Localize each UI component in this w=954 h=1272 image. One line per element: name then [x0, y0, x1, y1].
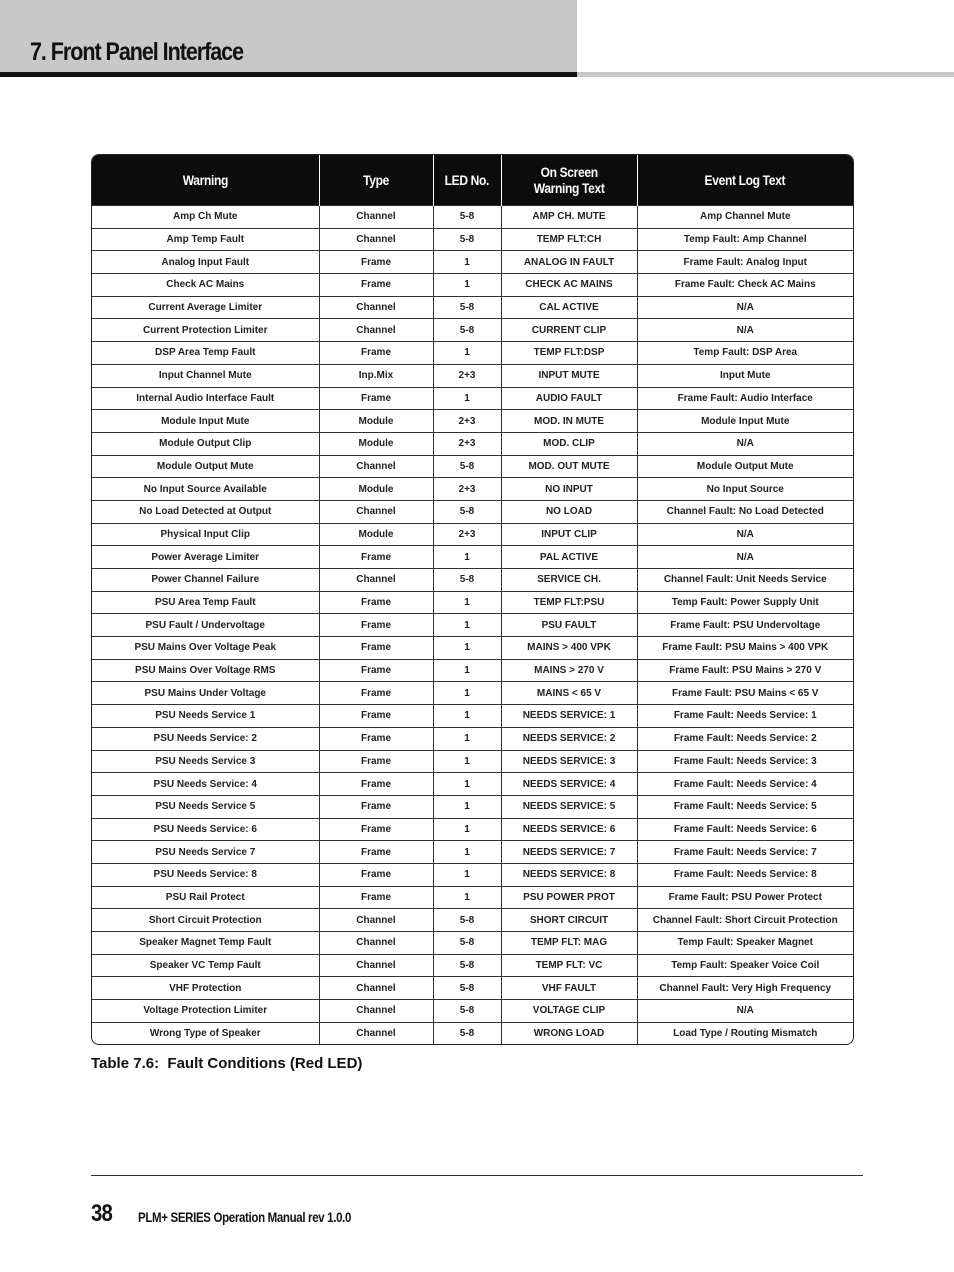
table-cell: Frame Fault: PSU Undervoltage: [637, 614, 853, 637]
table-cell: 1: [433, 727, 501, 750]
table-cell: 5-8: [433, 977, 501, 1000]
table-cell: Temp Fault: Power Supply Unit: [637, 591, 853, 614]
table-cell: Frame: [319, 342, 433, 365]
table-row: [92, 954, 853, 977]
column-header: Event Log Text: [637, 155, 853, 206]
table-cell: 5-8: [433, 1022, 501, 1044]
table-cell: PSU Fault / Undervoltage: [92, 614, 319, 637]
table-cell: 1: [433, 682, 501, 705]
table-cell: 2+3: [433, 410, 501, 433]
table-cell: Temp Fault: DSP Area: [637, 342, 853, 365]
table-row: [92, 886, 853, 909]
table-cell: Frame: [319, 727, 433, 750]
table-cell: Channel: [319, 206, 433, 229]
table-cell: Frame: [319, 841, 433, 864]
table-cell: Frame: [319, 682, 433, 705]
table-cell: 2+3: [433, 478, 501, 501]
table-row: [92, 659, 853, 682]
table-cell: Frame Fault: PSU Power Protect: [637, 886, 853, 909]
table-cell: 5-8: [433, 909, 501, 932]
table-cell: PSU Needs Service 1: [92, 705, 319, 728]
table-cell: 2+3: [433, 523, 501, 546]
table-cell: MOD. IN MUTE: [501, 410, 637, 433]
table-cell: Input Channel Mute: [92, 364, 319, 387]
table-cell: 5-8: [433, 206, 501, 229]
table-cell: Channel Fault: No Load Detected: [637, 500, 853, 523]
table-cell: Frame Fault: Check AC Mains: [637, 274, 853, 297]
column-header: LED No.: [433, 155, 501, 206]
table-cell: Module Output Clip: [92, 432, 319, 455]
table-row: [92, 727, 853, 750]
table-cell: PSU Needs Service: 8: [92, 863, 319, 886]
table-cell: PSU POWER PROT: [501, 886, 637, 909]
table-row: [92, 274, 853, 297]
table-cell: Analog Input Fault: [92, 251, 319, 274]
table-cell: 1: [433, 591, 501, 614]
table-cell: PSU Rail Protect: [92, 886, 319, 909]
table-row: [92, 387, 853, 410]
table-cell: Frame: [319, 705, 433, 728]
table-cell: Frame: [319, 546, 433, 569]
table-cell: Module Output Mute: [637, 455, 853, 478]
table-cell: CHECK AC MAINS: [501, 274, 637, 297]
table-row: [92, 637, 853, 660]
table-cell: TEMP FLT: VC: [501, 954, 637, 977]
table-cell: 5-8: [433, 500, 501, 523]
table-cell: 1: [433, 841, 501, 864]
table-cell: Amp Temp Fault: [92, 228, 319, 251]
table-cell: Frame: [319, 659, 433, 682]
table-cell: Channel: [319, 455, 433, 478]
table-cell: CURRENT CLIP: [501, 319, 637, 342]
table-cell: N/A: [637, 546, 853, 569]
table-cell: Frame Fault: Needs Service: 7: [637, 841, 853, 864]
table-cell: INPUT CLIP: [501, 523, 637, 546]
table-cell: Channel: [319, 909, 433, 932]
table-cell: PSU Mains Over Voltage Peak: [92, 637, 319, 660]
table-cell: NO INPUT: [501, 478, 637, 501]
table-cell: TEMP FLT:DSP: [501, 342, 637, 365]
manual-title: PLM+ SERIES Operation Manual rev 1.0.0: [138, 1209, 352, 1225]
table-cell: PSU Mains Under Voltage: [92, 682, 319, 705]
table-row: [92, 455, 853, 478]
table-cell: Frame: [319, 274, 433, 297]
table-cell: MOD. OUT MUTE: [501, 455, 637, 478]
table-cell: PSU Needs Service: 4: [92, 773, 319, 796]
table-cell: NEEDS SERVICE: 5: [501, 795, 637, 818]
table-cell: Module: [319, 523, 433, 546]
table-cell: N/A: [637, 1000, 853, 1023]
table-cell: INPUT MUTE: [501, 364, 637, 387]
table-row: [92, 614, 853, 637]
table-cell: Module Output Mute: [92, 455, 319, 478]
table-cell: PSU Needs Service 3: [92, 750, 319, 773]
table-cell: Power Channel Failure: [92, 569, 319, 592]
table-cell: 5-8: [433, 319, 501, 342]
table-cell: 1: [433, 773, 501, 796]
table-cell: 1: [433, 659, 501, 682]
table-cell: PSU Mains Over Voltage RMS: [92, 659, 319, 682]
table-cell: 1: [433, 546, 501, 569]
table-cell: PSU Needs Service: 6: [92, 818, 319, 841]
table-row: [92, 432, 853, 455]
table-cell: AMP CH. MUTE: [501, 206, 637, 229]
table-cell: NEEDS SERVICE: 7: [501, 841, 637, 864]
table-cell: Frame: [319, 387, 433, 410]
fault-conditions-table: [91, 154, 854, 1045]
column-header: On Screen Warning Text: [501, 155, 637, 206]
table-cell: 2+3: [433, 432, 501, 455]
table-cell: Frame: [319, 251, 433, 274]
table-cell: 1: [433, 614, 501, 637]
table-cell: SHORT CIRCUIT: [501, 909, 637, 932]
table-cell: 1: [433, 387, 501, 410]
header-rule: [0, 72, 577, 77]
table-cell: Frame Fault: Needs Service: 3: [637, 750, 853, 773]
table-cell: MOD. CLIP: [501, 432, 637, 455]
table-cell: Channel: [319, 296, 433, 319]
table-cell: VHF FAULT: [501, 977, 637, 1000]
table-cell: Frame: [319, 886, 433, 909]
table-cell: DSP Area Temp Fault: [92, 342, 319, 365]
table-row: [92, 478, 853, 501]
column-header: Warning: [92, 155, 319, 206]
table-cell: N/A: [637, 523, 853, 546]
table-cell: SERVICE CH.: [501, 569, 637, 592]
table-cell: NEEDS SERVICE: 1: [501, 705, 637, 728]
table-cell: Frame: [319, 773, 433, 796]
table-cell: N/A: [637, 296, 853, 319]
table-cell: Frame: [319, 637, 433, 660]
table-row: [92, 795, 853, 818]
table-cell: Short Circuit Protection: [92, 909, 319, 932]
table-cell: Channel Fault: Short Circuit Protection: [637, 909, 853, 932]
table-row: [92, 228, 853, 251]
table-cell: 1: [433, 795, 501, 818]
table-row: [92, 591, 853, 614]
table-row: [92, 909, 853, 932]
table-cell: 5-8: [433, 569, 501, 592]
table-cell: N/A: [637, 319, 853, 342]
table-cell: Amp Channel Mute: [637, 206, 853, 229]
table-cell: Channel: [319, 977, 433, 1000]
table-cell: 2+3: [433, 364, 501, 387]
table-cell: 5-8: [433, 954, 501, 977]
table-cell: Channel: [319, 1000, 433, 1023]
table-cell: 1: [433, 750, 501, 773]
table-row: [92, 251, 853, 274]
table-cell: Module Input Mute: [92, 410, 319, 433]
table-cell: Physical Input Clip: [92, 523, 319, 546]
table-cell: Channel: [319, 569, 433, 592]
table-cell: WRONG LOAD: [501, 1022, 637, 1044]
table-cell: Module: [319, 410, 433, 433]
table-cell: AUDIO FAULT: [501, 387, 637, 410]
table-cell: MAINS > 400 VPK: [501, 637, 637, 660]
table-cell: Channel: [319, 932, 433, 955]
table-cell: Module: [319, 478, 433, 501]
table-row: [92, 206, 853, 229]
table-cell: NEEDS SERVICE: 4: [501, 773, 637, 796]
table-cell: PAL ACTIVE: [501, 546, 637, 569]
table-cell: PSU Needs Service: 2: [92, 727, 319, 750]
section-title: 7. Front Panel Interface: [30, 38, 243, 66]
table-row: [92, 569, 853, 592]
table-row: [92, 818, 853, 841]
table-cell: Channel: [319, 954, 433, 977]
table-cell: 1: [433, 251, 501, 274]
table-cell: Current Protection Limiter: [92, 319, 319, 342]
table-row: [92, 863, 853, 886]
table-cell: Channel: [319, 1022, 433, 1044]
table-cell: 5-8: [433, 932, 501, 955]
table-cell: Frame: [319, 591, 433, 614]
table-cell: Frame Fault: Needs Service: 5: [637, 795, 853, 818]
table-cell: Frame Fault: Needs Service: 4: [637, 773, 853, 796]
table-row: [92, 546, 853, 569]
table-cell: Frame Fault: Analog Input: [637, 251, 853, 274]
table-row: [92, 1022, 853, 1044]
table-cell: NEEDS SERVICE: 8: [501, 863, 637, 886]
table-cell: 5-8: [433, 455, 501, 478]
table-cell: MAINS < 65 V: [501, 682, 637, 705]
table-cell: Frame Fault: Needs Service: 8: [637, 863, 853, 886]
table-cell: 5-8: [433, 1000, 501, 1023]
table-header-row: [92, 155, 853, 206]
table-cell: Temp Fault: Speaker Voice Coil: [637, 954, 853, 977]
table-cell: Temp Fault: Speaker Magnet: [637, 932, 853, 955]
table-cell: Frame Fault: PSU Mains > 400 VPK: [637, 637, 853, 660]
table-cell: VOLTAGE CLIP: [501, 1000, 637, 1023]
table-cell: Load Type / Routing Mismatch: [637, 1022, 853, 1044]
table-cell: Module: [319, 432, 433, 455]
table-cell: N/A: [637, 432, 853, 455]
table-cell: PSU FAULT: [501, 614, 637, 637]
table-cell: 5-8: [433, 228, 501, 251]
table-cell: No Input Source: [637, 478, 853, 501]
table-cell: PSU Needs Service 5: [92, 795, 319, 818]
table-cell: 1: [433, 818, 501, 841]
table-cell: Channel: [319, 500, 433, 523]
table-cell: 1: [433, 637, 501, 660]
table-cell: No Load Detected at Output: [92, 500, 319, 523]
table-row: [92, 750, 853, 773]
table-cell: ANALOG IN FAULT: [501, 251, 637, 274]
table-cell: Frame Fault: Needs Service: 2: [637, 727, 853, 750]
table-row: [92, 410, 853, 433]
table-row: [92, 500, 853, 523]
table-cell: CAL ACTIVE: [501, 296, 637, 319]
table-row: [92, 523, 853, 546]
table-row: [92, 682, 853, 705]
table-cell: Frame Fault: Needs Service: 1: [637, 705, 853, 728]
table-row: [92, 296, 853, 319]
footer-rule: [91, 1175, 863, 1176]
table-row: [92, 1000, 853, 1023]
table-cell: Power Average Limiter: [92, 546, 319, 569]
table-cell: Internal Audio Interface Fault: [92, 387, 319, 410]
table-cell: Frame Fault: Audio Interface: [637, 387, 853, 410]
table-row: [92, 705, 853, 728]
table-cell: VHF Protection: [92, 977, 319, 1000]
table-cell: 1: [433, 705, 501, 728]
table-cell: Check AC Mains: [92, 274, 319, 297]
table-row: [92, 841, 853, 864]
table-row: [92, 977, 853, 1000]
table-cell: Frame: [319, 863, 433, 886]
table-cell: Channel Fault: Very High Frequency: [637, 977, 853, 1000]
table-cell: PSU Needs Service 7: [92, 841, 319, 864]
header-rule-light: [577, 72, 954, 77]
table-cell: No Input Source Available: [92, 478, 319, 501]
table-cell: Amp Ch Mute: [92, 206, 319, 229]
table-cell: Frame: [319, 818, 433, 841]
table-cell: Frame: [319, 750, 433, 773]
table-cell: Module Input Mute: [637, 410, 853, 433]
table-cell: Input Mute: [637, 364, 853, 387]
table-row: [92, 364, 853, 387]
table-cell: 1: [433, 342, 501, 365]
table-cell: Temp Fault: Amp Channel: [637, 228, 853, 251]
table-cell: PSU Area Temp Fault: [92, 591, 319, 614]
table-cell: Speaker VC Temp Fault: [92, 954, 319, 977]
table-cell: Frame: [319, 795, 433, 818]
table-cell: Frame Fault: Needs Service: 6: [637, 818, 853, 841]
table-cell: Inp.Mix: [319, 364, 433, 387]
table-cell: NO LOAD: [501, 500, 637, 523]
table-cell: Current Average Limiter: [92, 296, 319, 319]
table-cell: TEMP FLT:CH: [501, 228, 637, 251]
table-cell: Frame Fault: PSU Mains < 65 V: [637, 682, 853, 705]
table-cell: Frame: [319, 614, 433, 637]
table-cell: NEEDS SERVICE: 3: [501, 750, 637, 773]
table-cell: 1: [433, 863, 501, 886]
table-row: [92, 342, 853, 365]
table-caption: Table 7.6: Fault Conditions (Red LED): [91, 1055, 363, 1072]
table-row: [92, 773, 853, 796]
table-cell: NEEDS SERVICE: 2: [501, 727, 637, 750]
table-cell: Channel: [319, 319, 433, 342]
table-cell: 5-8: [433, 296, 501, 319]
table-cell: Speaker Magnet Temp Fault: [92, 932, 319, 955]
column-header: Type: [319, 155, 433, 206]
table-cell: Frame Fault: PSU Mains > 270 V: [637, 659, 853, 682]
table-cell: Wrong Type of Speaker: [92, 1022, 319, 1044]
table-row: [92, 319, 853, 342]
table-cell: MAINS > 270 V: [501, 659, 637, 682]
table-cell: NEEDS SERVICE: 6: [501, 818, 637, 841]
table-row: [92, 932, 853, 955]
table-cell: Voltage Protection Limiter: [92, 1000, 319, 1023]
table-cell: 1: [433, 274, 501, 297]
table-cell: TEMP FLT:PSU: [501, 591, 637, 614]
table-cell: 1: [433, 886, 501, 909]
table-cell: Channel: [319, 228, 433, 251]
table-cell: Channel Fault: Unit Needs Service: [637, 569, 853, 592]
table-cell: TEMP FLT: MAG: [501, 932, 637, 955]
page-number: 38: [91, 1200, 112, 1227]
